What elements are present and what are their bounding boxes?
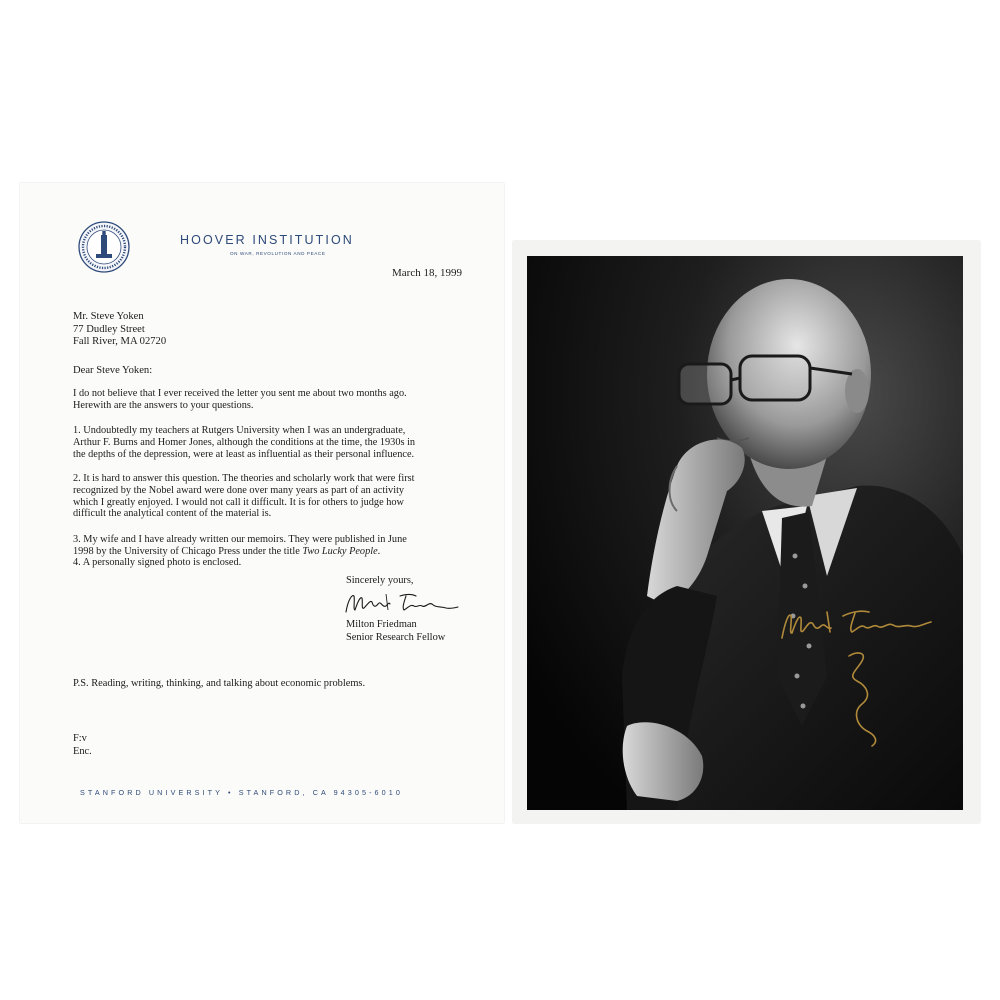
handwritten-signature: [342, 586, 462, 620]
recipient-line: Fall River, MA 02720: [73, 336, 167, 348]
paragraph-line: the depths of the depression, were at least as influential as their personal influence.: [73, 448, 415, 460]
closing: Sincerely yours,: [346, 575, 414, 586]
paragraph-line: recognized by the Nobel award were done over many years as part of an activity: [73, 484, 405, 496]
signer-name: Milton Friedman: [346, 619, 417, 630]
paragraph-answer-3: [73, 534, 483, 558]
paragraph-line: Arthur F. Burns and Homer Jones, although the conditions at the time, the 1930s in: [73, 436, 416, 448]
paragraph-line: I do not believe that I ever received the letter you sent me about two months ago.: [73, 388, 407, 399]
paragraph-text: .: [377, 545, 381, 557]
paragraph-answer-4: [73, 557, 483, 569]
organization-name: HOOVER INSTITUTION: [180, 233, 354, 247]
paragraph-line: which I greatly enjoyed. I would not call it difficult. It is for others to judge how: [73, 496, 404, 508]
typist-initials: F:v: [73, 733, 87, 744]
paragraph-line: Herewith are the answers to your questions.: [73, 399, 254, 411]
paragraph-line: 2. It is hard to answer this question. The theories and scholarly work that were first: [73, 473, 415, 484]
paragraph-answer-2: [73, 473, 483, 520]
recipient-address: [73, 311, 166, 349]
paragraph-line: 4. A personally signed photo is enclosed.: [73, 557, 242, 568]
paragraph-line: 3. My wife and I have already written our memoirs. They were published in June: [73, 534, 407, 545]
salutation: Dear Steve Yoken:: [73, 365, 153, 376]
recipient-line: Mr. Steve Yoken: [73, 311, 144, 322]
book-title: Two Lucky People: [302, 545, 378, 557]
recipient-line: 77 Dudley Street: [73, 323, 145, 335]
enclosure-note: Enc.: [73, 745, 92, 757]
paragraph-line: difficult the analytical content of the material is.: [73, 508, 272, 520]
paragraph-answer-1: [73, 425, 483, 460]
paragraph-line: 1. Undoubtedly my teachers at Rutgers University when I was an undergraduate,: [73, 425, 406, 436]
postscript: P.S. Reading, writing, thinking, and talking about economic problems.: [73, 678, 366, 689]
signer-title: Senior Research Fellow: [346, 631, 446, 643]
letterhead-footer: STANFORD UNIVERSITY • STANFORD, CA 94305-6010: [80, 788, 403, 797]
reference-initials: [73, 733, 92, 758]
paragraph-intro: [73, 388, 483, 412]
portrait-photo: [527, 256, 963, 810]
paragraph-text: 1998 by the University of Chicago Press under the title: [73, 545, 303, 557]
signer-block: [346, 619, 445, 644]
letter-page: [20, 183, 504, 823]
organization-subtitle: ON WAR, REVOLUTION AND PEACE: [230, 251, 326, 256]
paragraph-line: [73, 546, 483, 558]
letter-date: March 18, 1999: [392, 267, 462, 279]
hoover-tower-seal-icon: [78, 221, 130, 273]
